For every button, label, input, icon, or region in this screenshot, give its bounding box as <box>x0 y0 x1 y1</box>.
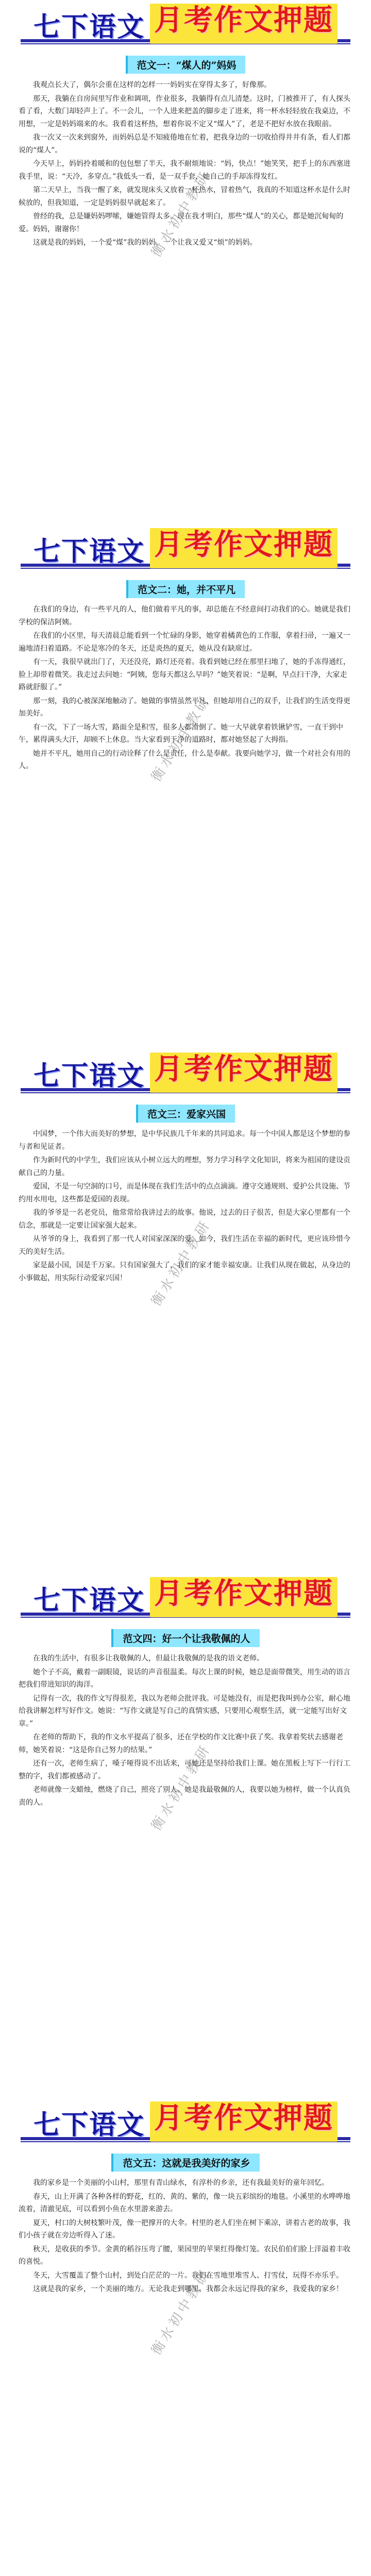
essay-subtitle: 范文五：这就是我美好的家乡 <box>111 2154 259 2172</box>
essay-section <box>0 0 371 524</box>
essay-paragraph: 那一刻，我的心被深深地触动了。她做的事情虽然平凡，但她却用自己的双手，让我们的生活变得更加美好。 <box>19 697 350 718</box>
section-divider <box>0 1285 371 1300</box>
essay-paragraph: 这就是我的妈妈，一个爱“煤”我的妈妈，一个让我又爱又“烦”的妈妈。 <box>33 239 257 247</box>
essay-paragraph: 我观点长大了，偶尔会重在这样的怎样一一妈妈实在穿得太多了，好像那。 <box>33 81 271 89</box>
essay-subtitle: 范文四：好一个让我敬佩的人 <box>111 1629 259 1647</box>
section-banner <box>0 1573 371 1621</box>
essay-paragraph: 那天，我躺在自房间里写作业和调项，作业很多，我躺得有点儿清楚。这时，门被推开了，有人探头看了看，大数门却轻声上了。不一会儿，一个人进来把盖的脚步走了进来，将一杯水轻轻放在我桌边，不用想，一定是妈妈端来的水。我看着这杯热，想着你说不定又“煤人”了，老是不把好水放在我眼前。 <box>19 94 350 128</box>
banner-title-highlight <box>150 1053 338 1093</box>
essay-body <box>19 603 352 785</box>
banner-title-part2: 月考作文押题 <box>154 1052 333 1086</box>
banner-title <box>33 1053 338 1093</box>
essay-paragraph: 有一次，下了一场大雪，路面全是积雪，很多人都滑倒了。她一大早就拿着铁锹铲雪，一直干到中午，累得满头大汗，却顾不上休息。当大家看到干净的道路时，都对她竖起了大拇指。 <box>19 723 343 744</box>
essay-paragraph: 在我们的身边，有一些平凡的人，他们做着平凡的事，却总能在不经意间打动我们的心。她就是我们学校的保洁阿姨。 <box>19 605 350 626</box>
watermark-text: 衡水初中教研 <box>148 2265 214 2358</box>
section-divider <box>0 774 371 788</box>
essay-paragraphs <box>19 603 352 773</box>
banner-title-part1: 七下语文 <box>33 1585 145 1616</box>
subtitle-wrap <box>0 56 371 74</box>
essay-paragraph: 家是最小国，国是千万家。只有国家强大了，我们的家才能幸福安康。让我们从现在做起，从身边的小事做起，用实际行动爱家兴国！ <box>19 1261 350 1282</box>
banner-title <box>33 2102 338 2142</box>
watermark-text: 衡水初中教研 <box>148 1216 214 1309</box>
section-banner <box>0 0 371 47</box>
essay-paragraph: 第二天早上，当我一醒了来，就发现床头又放着一杯热水，冒着热气，我真的不知道这杯水是什么时候放的，但我知道，一定是妈妈很早就起来了。 <box>19 186 350 207</box>
subtitle-wrap <box>0 580 371 598</box>
essay-paragraph: 我的爷爷是一名老党员，他常常给我讲过去的故事。他说，过去的日子很苦，但是大家心里都有一个信念，那就是一定要让国家强大起来。 <box>19 1209 350 1230</box>
watermark-text: 衡水初中教研 <box>148 1741 214 1834</box>
essay-paragraph: 在我们的小区里，每天清晨总能看到一个忙碌的身影，她穿着橘黄色的工作服，拿着扫帚，一遍又一遍地清扫着道路。不论是寒冷的冬天，还是炎热的夏天，她从没有缺席过。 <box>19 632 350 653</box>
banner-title <box>33 1577 338 1617</box>
essay-paragraph: 还有一次，老师生病了，嗓子哑得说不出话来，可她还是坚持给我们上课。她在黑板上写下一行行工整的字，我们都被感动了。 <box>19 1759 350 1781</box>
banner-title-highlight <box>150 1577 338 1617</box>
essay-paragraph: 这就是我的家乡，一个美丽的地方。无论我走到哪里，我都会永远记得我的家乡，我爱我的家乡！ <box>33 2285 343 2293</box>
banner-title <box>33 528 338 568</box>
essay-paragraph: 夏天，村口的大树枝繁叶茂，像一把撑开的大伞。村里的老人们坐在树下乘凉，讲着古老的故事，我们小孩子就在旁边听得入了迷。 <box>19 2218 350 2240</box>
banner-title-part1: 七下语文 <box>33 11 145 43</box>
banner-title-part1: 七下语文 <box>33 2109 145 2141</box>
section-banner <box>0 1049 371 1096</box>
banner-title-highlight <box>150 528 338 568</box>
essay-paragraph: 今天早上，妈妈拎着暖和的包包想了半天，我不耐烦地说：“妈，快点！”她笑笑，把手上的东西塞进我手里，说：“天冷，多穿点。”我低头一看，是一双手套，她自己的手却冻得发红。 <box>19 160 351 181</box>
banner-title-part2: 月考作文押题 <box>154 1577 333 1611</box>
subtitle-wrap <box>0 2154 371 2172</box>
section-divider <box>0 2297 371 2311</box>
watermark-text: 衡水初中教研 <box>148 167 214 260</box>
essay-body <box>19 2177 352 2358</box>
essay-paragraph: 她并不平凡，她用自己的行动诠释了什么是责任，什么是奉献。我要向她学习，做一个对社会有用的人。 <box>19 749 350 770</box>
banner-title-part2: 月考作文押题 <box>154 528 333 562</box>
essay-paragraph: 爱国，不是一句空洞的口号，而是体现在我们生活中的点点滴滴。遵守交通规则、爱护公共设施、节约用水用电，这些都是爱国的表现。 <box>19 1182 350 1204</box>
banner-title-part2: 月考作文押题 <box>154 2101 333 2135</box>
essay-paragraphs <box>19 1652 352 1809</box>
essay-paragraphs <box>19 2177 352 2296</box>
essay-section <box>0 2098 371 2576</box>
essay-paragraphs <box>19 1128 352 1284</box>
banner-title-part2: 月考作文押题 <box>154 3 333 37</box>
banner-title-part1: 七下语文 <box>33 1060 145 1092</box>
section-divider <box>0 250 371 265</box>
essay-section <box>0 1049 371 1573</box>
essay-subtitle: 范文二：她，并不平凡 <box>126 580 245 598</box>
essay-paragraph: 我一次又一次来到窗外，而妈妈总是不知疲倦地在忙着，把我身边的一切收拾得井井有条，看人们都说的“煤人”。 <box>19 133 350 155</box>
banner-title-highlight <box>150 4 338 44</box>
essay-paragraph: 记得有一次，我的作文写得很差，我以为老师会批评我。可是她没有，而是把我叫到办公室，耐心地给我讲解怎样写好作文。她说：“写作文就是写自己的真情实感，只要用心观察生活，就一定能写出好文章。” <box>19 1694 350 1728</box>
essay-body <box>19 79 352 260</box>
essay-paragraph: 我的家乡是一个美丽的小山村，那里有青山绿水，有淳朴的乡亲，还有我最美好的童年回忆。 <box>33 2179 329 2187</box>
essay-paragraph: 在老师的帮助下，我的作文水平提高了很多，还在学校的作文比赛中获了奖。我拿着奖状去感谢老师，她笑着说：“这是你自己努力的结果。” <box>19 1733 343 1754</box>
essay-paragraph: 中国梦，一个伟大而美好的梦想，是中华民族几千年来的共同追求。每一个中国人都是这个梦想的参与者和见证者。 <box>19 1130 350 1151</box>
section-banner <box>0 524 371 572</box>
essay-paragraph: 冬天，大雪覆盖了整个山村，到处白茫茫的一片。我们在雪地里堆雪人、打雪仗，玩得不亦乐乎。 <box>33 2271 343 2280</box>
essay-paragraph: 从爷爷的身上，我看到了那一代人对国家深深的爱。如今，我们生活在幸福的新时代，更应该珍惜今天的美好生活。 <box>19 1235 350 1256</box>
essay-paragraph: 在我的生活中，有很多让我敬佩的人，但最让我敬佩的是我的语文老师。 <box>33 1654 264 1663</box>
section-banner <box>0 2098 371 2145</box>
banner-title <box>33 4 338 44</box>
subtitle-wrap <box>0 1105 371 1123</box>
essay-paragraphs <box>19 79 352 249</box>
watermark-text: 衡水初中教研 <box>148 692 214 785</box>
essay-paragraph: 作为新时代的中学生，我们应该从小树立远大的理想，努力学习科学文化知识，将来为祖国的建设贡献自己的力量。 <box>19 1156 350 1177</box>
essay-paragraph: 老师就像一支蜡烛，燃烧了自己，照亮了别人。她是我最敬佩的人，我要以她为榜样，做一个认真负责的人。 <box>19 1786 350 1807</box>
banner-title-highlight <box>150 2102 338 2142</box>
essay-body <box>19 1128 352 1309</box>
essay-subtitle: 范文三：爱家兴国 <box>136 1105 235 1123</box>
essay-subtitle: 范文一：“煤人的”妈妈 <box>126 56 246 74</box>
essay-section <box>0 524 371 1049</box>
banner-title-part1: 七下语文 <box>33 536 145 567</box>
essay-paragraph: 有一天，我很早就出门了，天还没亮，路灯还亮着。我看到她已经在那里扫地了，她的手冻得通红，脸上却带着微笑。我走过去问她：“阿姨，您每天都这么早吗？”她笑着说：“是啊，早点扫干净，大家走路就舒服了。” <box>19 658 350 691</box>
essay-paragraph: 曾经的我，总是嫌妈妈啰嗦，嫌她管得太多。现在我才明白，那些“煤人”的关心，都是她沉甸甸的爱。妈妈，谢谢你！ <box>19 212 344 233</box>
section-divider <box>0 1810 371 1824</box>
essay-paragraph: 秋天，是收获的季节。金黄的稻谷压弯了腰，果园里的苹果红得像灯笼。农民伯伯们脸上洋溢着丰收的喜悦。 <box>19 2245 350 2266</box>
subtitle-wrap <box>0 1629 371 1647</box>
essay-body <box>19 1652 352 1834</box>
essay-section <box>0 1573 371 2098</box>
essay-paragraph: 春天，山上开满了各种各样的野花，红的、黄的、紫的，像一块五彩缤纷的地毯。小溪里的水哗哗地流着，清澈见底，可以看到小鱼在水里游来游去。 <box>19 2192 350 2213</box>
essay-paragraph: 她个子不高，戴着一副眼镜，说话的声音很温柔。每次上课的时候，她总是面带微笑，用生动的语言把我们带进知识的海洋。 <box>19 1668 350 1689</box>
